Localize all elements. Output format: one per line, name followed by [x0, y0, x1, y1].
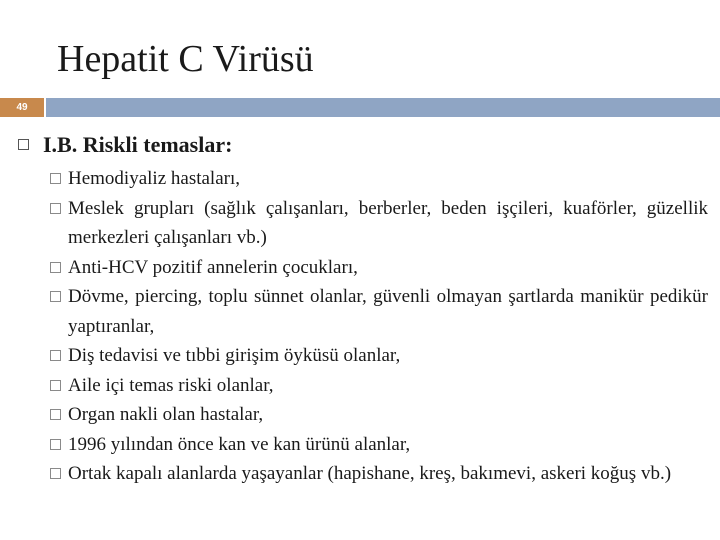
checkbox-bullet-icon [50, 439, 61, 450]
list-item-text: Ortak kapalı alanlarda yaşayanlar (hapishane, kreş, bakımevi, askeri koğuş vb.) [68, 463, 672, 484]
list-item [50, 371, 708, 401]
checkbox-bullet-icon [50, 468, 61, 479]
checkbox-bullet-icon [50, 350, 61, 361]
list-item-text: Anti-HCV pozitif annelerin çocukları, [68, 256, 358, 278]
list-item [50, 341, 708, 371]
list-item [50, 430, 708, 460]
list-item-text: 1996 yılından önce kan ve kan ürünü alanlar, [68, 433, 411, 455]
list-item [50, 253, 708, 283]
checkbox-bullet-icon [50, 262, 61, 273]
checkbox-bullet-icon [50, 203, 61, 214]
list-item-text: Diş tedavisi ve tıbbi girişim öyküsü olanlar, [68, 345, 401, 366]
slide-title: Hepatit C Virüsü [57, 38, 314, 80]
checkbox-bullet-icon [50, 173, 61, 184]
list-item-text: Hemodiyaliz hastaları, [68, 168, 240, 189]
list-item-text: Dövme, piercing, toplu sünnet olanlar, güvenli olmayan şartlarda manikür pedikür yaptıranlar, [68, 286, 708, 337]
list-item-text: Meslek grupları (sağlık çalışanları, berberler, beden işçileri, kuaförler, güzellik merkezleri çalışanları vb.) [68, 197, 708, 248]
checkbox-bullet-icon [50, 291, 61, 302]
list-item [50, 194, 708, 253]
checkbox-bullet-icon [50, 380, 61, 391]
header-band [46, 98, 720, 117]
list-item [50, 164, 708, 194]
list-item-text: Organ nakli olan hastalar, [68, 404, 264, 425]
square-bullet-icon [18, 139, 29, 150]
list-item [50, 459, 708, 489]
list-item [50, 400, 708, 430]
slide-number: 49 [16, 102, 28, 113]
section-heading [18, 130, 708, 160]
list-item [50, 282, 708, 341]
checkbox-bullet-icon [50, 409, 61, 420]
list-item-text: Aile içi temas riski olanlar, [68, 374, 274, 396]
risk-list [50, 164, 708, 489]
section-heading-text: I.B. Riskli temaslar: [43, 132, 233, 157]
